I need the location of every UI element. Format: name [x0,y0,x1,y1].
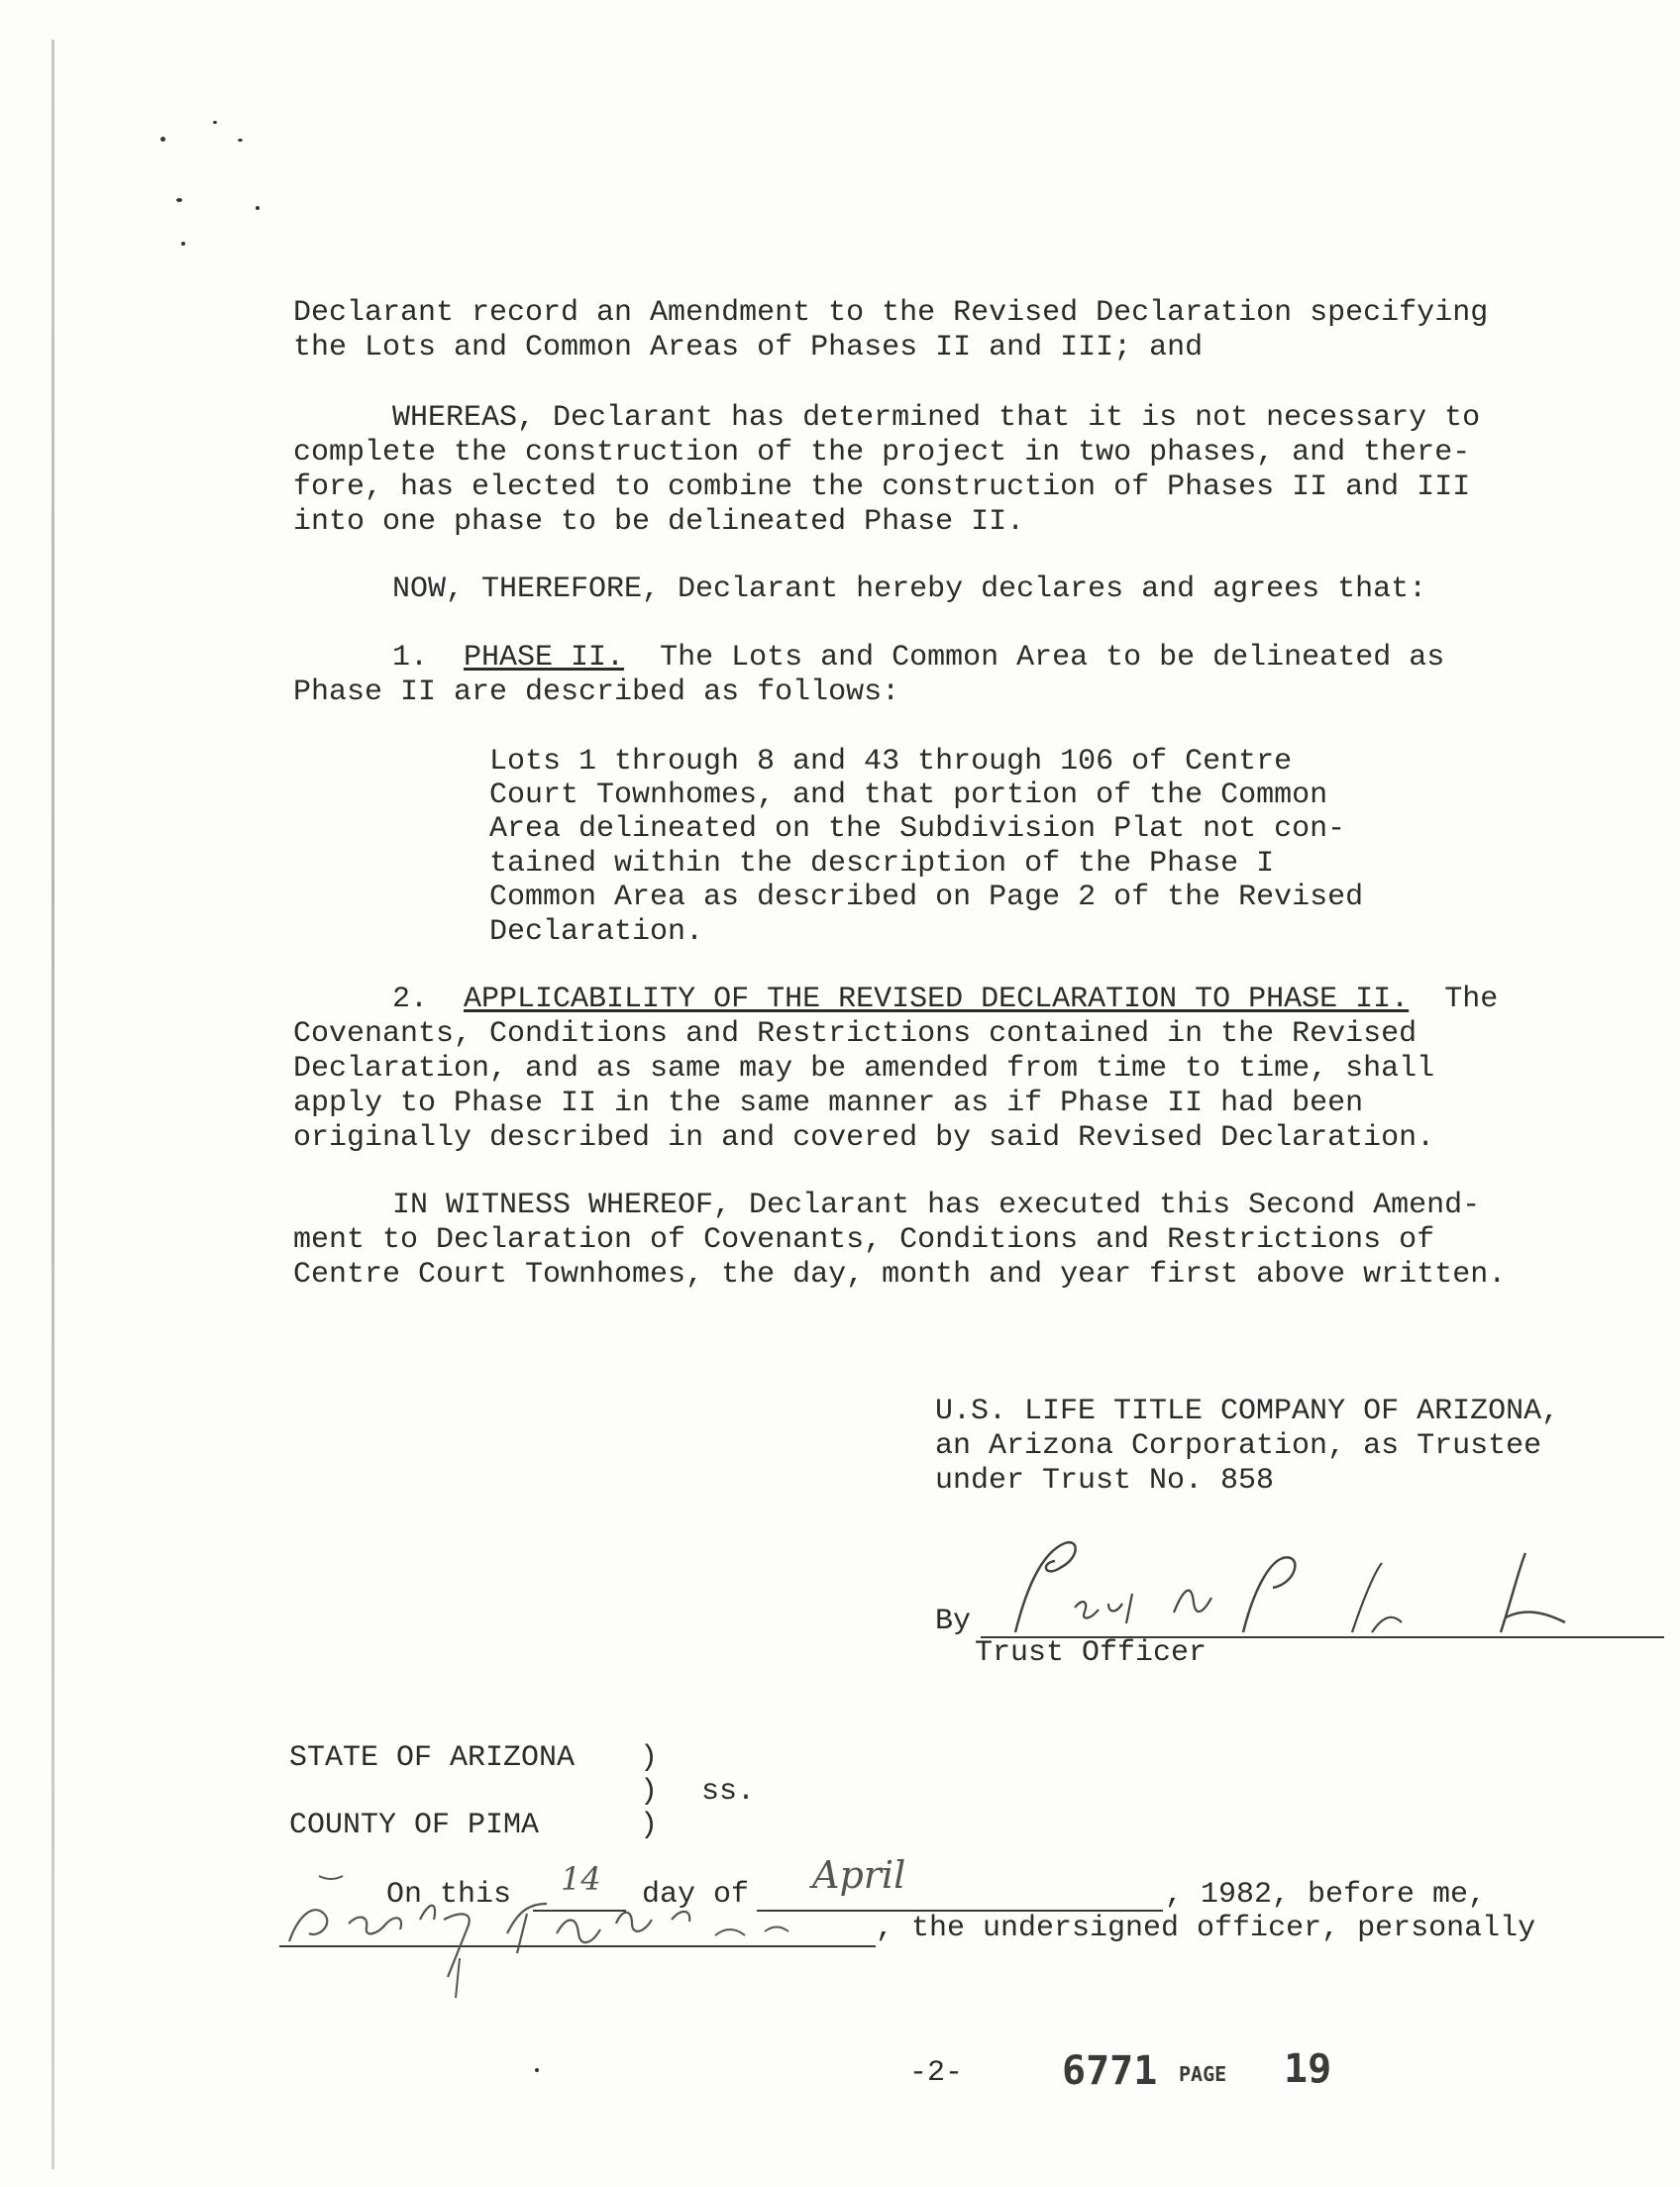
state-line: STATE OF ARIZONA [289,1741,576,1775]
lot-description-line: Lots 1 through 8 and 43 through 106 of Centre [489,745,1293,779]
intro-line: the Lots and Common Areas of Phases II and III; and [293,331,1204,364]
lot-description-line: Area delineated on the Subdivision Plat not con- [489,812,1346,846]
section-2-text: The [1444,983,1499,1016]
book-number-stamp: 6771 [1062,2048,1158,2094]
by-label: By [935,1605,972,1638]
witness-line: Centre Court Townhomes, the day, month and year first above written. [293,1258,1507,1292]
whereas-line: complete the construction of the project in two phases, and there- [293,436,1471,469]
now-therefore-line: NOW, THEREFORE, Declarant hereby declares and agrees that: [392,573,1427,606]
trustee-line: an Arizona Corporation, as Trustee [935,1429,1542,1463]
scan-speck [181,242,185,246]
scan-speck [535,2068,539,2072]
whereas-line: WHEREAS, Declarant has determined that it is not necessary to [392,401,1481,435]
whereas-line: into one phase to be delineated Phase II. [293,505,1025,539]
lot-description-line: Common Area as described on Page 2 of the Revised [489,881,1364,914]
section-2-line [392,983,1498,1016]
section-2-line: apply to Phase II in the same manner as if Phase II had been [293,1087,1364,1120]
trustee-line: under Trust No. 858 [935,1464,1275,1498]
lot-description-line: Court Townhomes, and that portion of the Common [489,779,1328,812]
venue-paren: ) [640,1741,659,1775]
witness-line: ment to Declaration of Covenants, Conditions and Restrictions of [293,1223,1435,1257]
ss-label: ss. [701,1775,756,1809]
section-1-heading: PHASE II. [464,641,625,675]
book-page-label: PAGE [1179,2062,1227,2086]
trust-officer-signature [986,1523,1600,1642]
trustee-line: U.S. LIFE TITLE COMPANY OF ARIZONA, [935,1395,1560,1428]
section-1-line [392,641,1444,675]
venue-paren: ) [640,1809,659,1842]
scan-speck [176,198,182,202]
section-2-line: originally described in and covered by said Revised Declaration. [293,1121,1435,1155]
ack-on-this: On this [386,1878,512,1912]
section-1-text: The Lots and Common Area to be delineated as [660,641,1445,675]
ack-year: , 1982, before me, [1165,1878,1487,1912]
ack-day-of: day of [642,1878,750,1912]
month-value: April [812,1853,906,1897]
witness-line: IN WITNESS WHEREOF, Declarant has executed this Second Amend- [392,1189,1481,1222]
section-2-line: Declaration, and as same may be amended from time to time, shall [293,1052,1435,1086]
trust-officer-label: Trust Officer [975,1636,1208,1670]
section-2-heading: APPLICABILITY OF THE REVISED DECLARATION TO PHASE II. [464,983,1410,1016]
scan-speck [238,139,243,142]
scan-edge [52,40,54,2169]
county-line: COUNTY OF PIMA [289,1809,540,1842]
notary-officer-signature [279,1860,884,2013]
day-value: 14 [561,1860,601,1898]
section-2-line: Covenants, Conditions and Restrictions contained in the Revised [293,1017,1418,1051]
section-2-number: 2. [392,983,429,1016]
book-page-value: 19 [1284,2046,1332,2092]
lot-description-line: tained within the description of the Phase I [489,847,1275,881]
page-number: -2- [909,2056,964,2090]
venue-paren: ) [640,1775,659,1809]
intro-line: Declarant record an Amendment to the Revised Declaration specifying [293,296,1489,330]
section-1-number: 1. [392,641,429,675]
whereas-line: fore, has elected to combine the construction of Phases II and III [293,470,1471,504]
section-1-line: Phase II are described as follows: [293,676,900,709]
ack-line-2: , the undersigned officer, personally [876,1912,1536,1945]
lot-description-line: Declaration. [489,915,704,949]
scan-speck [213,121,217,124]
scan-speck [160,137,165,142]
scan-speck [256,206,260,210]
